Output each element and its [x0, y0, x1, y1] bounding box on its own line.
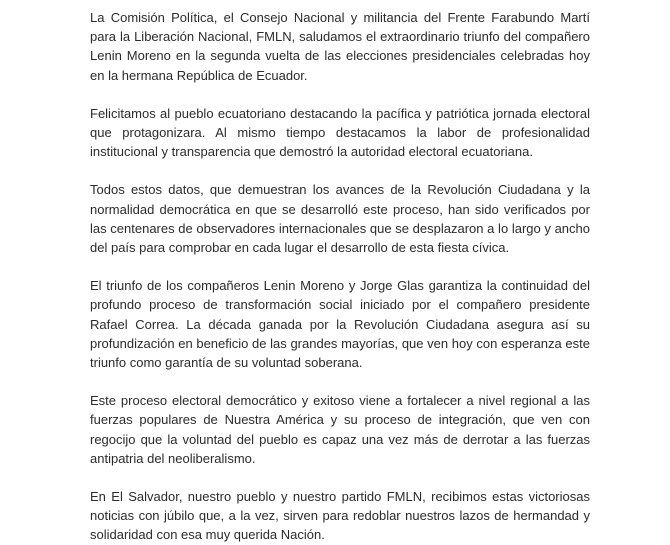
- paragraph-2: Felicitamos al pueblo ecuatoriano destacando la pacífica y patriótica jornada electoral que protagonizara. Al mismo tiempo destacamos la labor de profesionalidad institucional y transparencia que demostró la autoridad electoral ecuatoriana.: [90, 105, 590, 160]
- paragraph-1: La Comisión Política, el Consejo Nacional y militancia del Frente Farabundo Martí para la Liberación Nacional, FMLN, saludamos el extraordinario triunfo del compañero Lenin Moreno en la segunda vuelta de las elecciones presidenciales celebradas hoy en la hermana República de Ecuador.: [90, 10, 590, 83]
- paragraph-6: En El Salvador, nuestro pueblo y nuestro partido FMLN, recibimos estas victoriosas noticias con júbilo que, a la vez, sirven para redoblar nuestros lazos de hermandad y solidaridad con esa muy querida Nación.: [90, 489, 590, 543]
- paragraph-5: Este proceso electoral democrático y exitoso viene a fortalecer a nivel regional a las fuerzas populares de Nuestra América y su proceso de integración, que ven con regocijo que la voluntad del pueblo es capaz una vez más de derrotar a las fuerzas antipatria del neoliberalismo.: [90, 393, 590, 466]
- paragraph-3: Todos estos datos, que demuestran los avances de la Revolución Ciudadana y la normalidad democrática en que se desarrolló este proceso, han sido verificados por las centenares de observadores internacionales que se desplazaron a lo largo y ancho del país para comprobar en cada lugar el desarrollo de esta fiesta cívica.: [90, 182, 590, 256]
- paragraph-4: El triunfo de los compañeros Lenin Moreno y Jorge Glas garantiza la continuidad del profundo proceso de transformación social iniciado por el compañero presidente Rafael Correa. La década ganada por la Revolución Ciudadana asegura así su profundización en beneficio de las grandes mayorías, que ven hoy con esperanza este triunfo como garantía de su voluntad soberana.: [90, 278, 590, 371]
